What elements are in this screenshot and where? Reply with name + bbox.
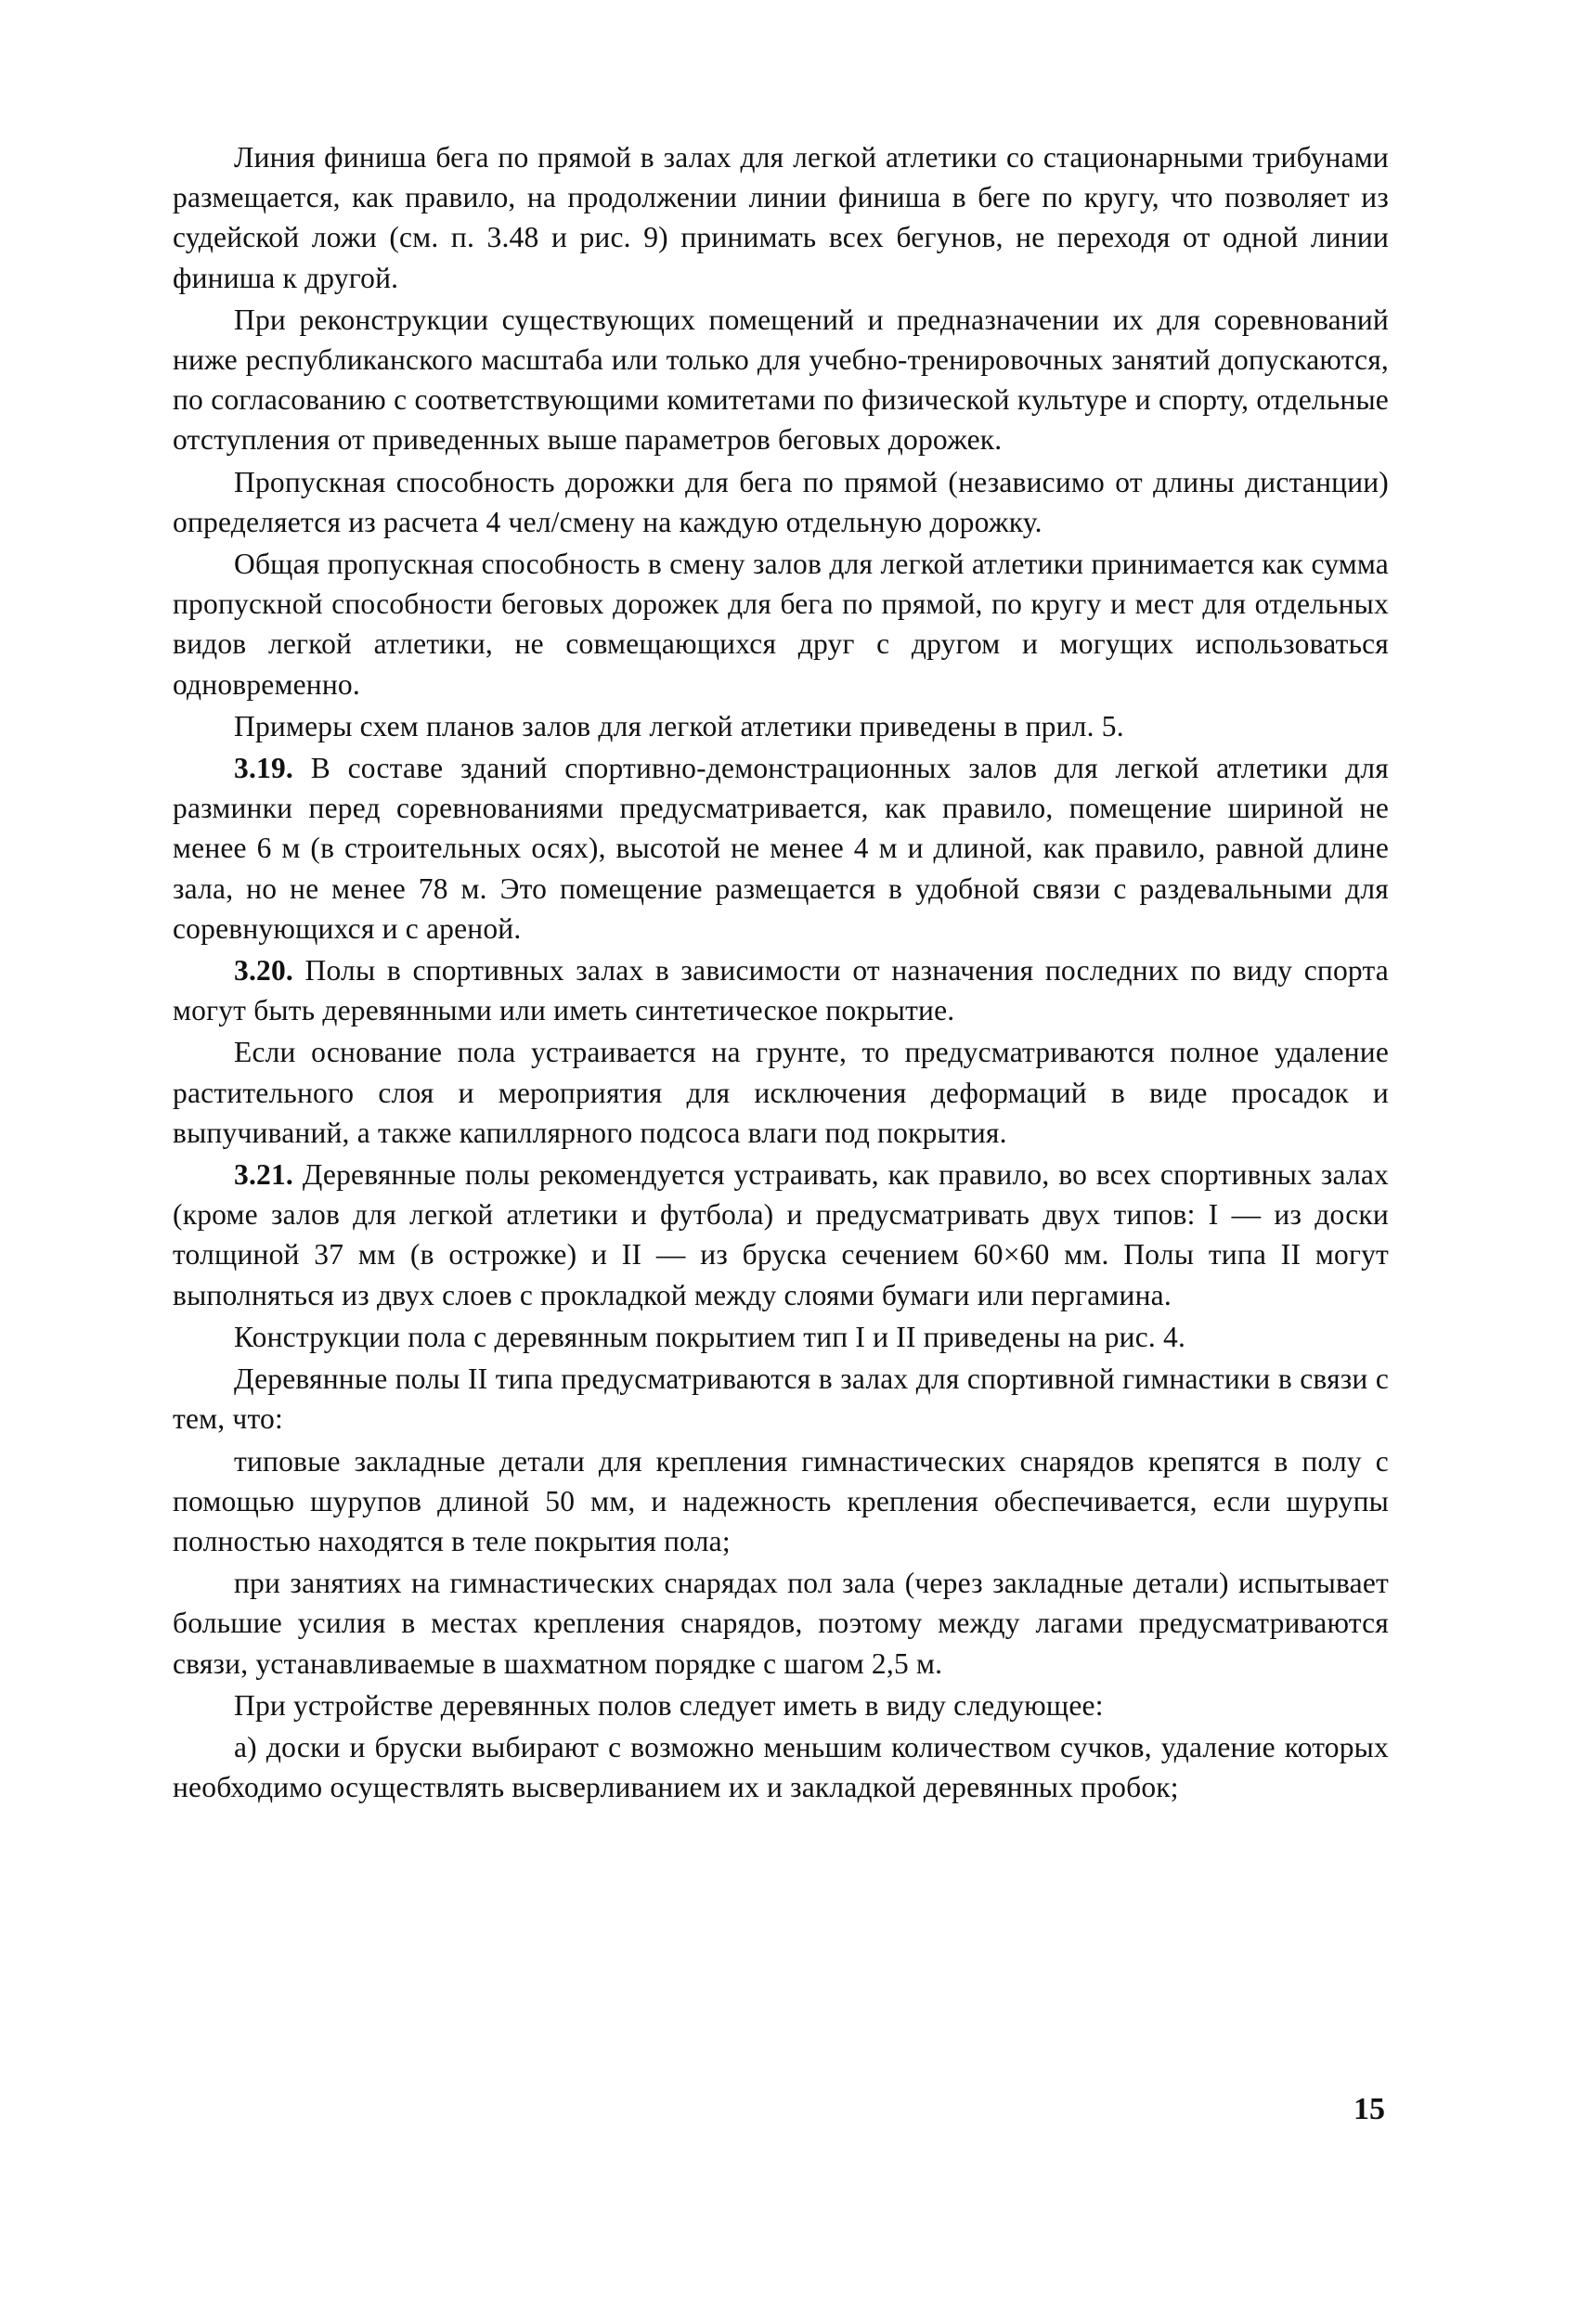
paragraph-number: 3.19. xyxy=(234,752,293,785)
paragraph-floor-construction xyxy=(173,1317,1389,1357)
paragraph-text: В составе зданий спортивно-демонстрационных залов для легкой атлетики для разминки перед соревнованиями предусматривается, как правило, помещение шириной не менее 6 м (в строительных осях), высотой не менее 4 м и длиной, как правило, равной длине зала, но не менее 78 м. Это помещение размещается в удобной связи с раздевальными для соревнующихся и с ареной. xyxy=(173,752,1389,945)
paragraph-text: При устройстве деревянных полов следует иметь в виду следующее: xyxy=(234,1688,1104,1722)
page-number: 15 xyxy=(1353,2092,1385,2126)
paragraph-text: При реконструкции существующих помещений и предназначении их для соревнований ниже республиканского масштаба или только для учебно-тренировочных занятий допускаются, по согласованию с соответствующими комитетами по физической культуре и спорту, отдельные отступления от приведенных выше параметров беговых дорожек. xyxy=(173,303,1389,457)
paragraph-text: Деревянные полы II типа предусматриваются в залах для спортивной гимнастики в связи с тем, что: xyxy=(173,1362,1389,1436)
paragraph-track-capacity xyxy=(173,462,1389,542)
paragraph-floor-base xyxy=(173,1032,1389,1153)
paragraph-text: Деревянные полы рекомендуется устраивать, как правило, во всех спортивных залах (кроме залов для легкой атлетики и футбола) и предусматривать двух типов: I — из доски толщиной 37 мм (в острожке) и II — из бруска сечением 60×60 мм. Полы типа II могут выполняться из двух слоев с прокладкой между слоями бумаги или пергамина. xyxy=(173,1158,1389,1311)
paragraph-type-ii-floors xyxy=(173,1359,1389,1439)
paragraph-item-a xyxy=(173,1727,1389,1807)
paragraph-text: Общая пропускная способность в смену залов для легкой атлетики принимается как сумма пропускной способности беговых дорожек для бега по прямой, по кругу и мест для отдельных видов легкой атлетики, не совмещающихся друг с другом и могущих использоваться одновременно. xyxy=(173,548,1389,701)
text-body xyxy=(173,137,1389,1809)
paragraph-apparatus-loads xyxy=(173,1563,1389,1684)
paragraph-finish-line xyxy=(173,137,1389,298)
paragraph-text: Если основание пола устраивается на грунте, то предусматриваются полное удаление растительного слоя и мероприятия для исключения деформаций в виде просадок и выпучиваний, а также капиллярного подсоса влаги под покрытия. xyxy=(173,1036,1389,1149)
paragraph-total-capacity xyxy=(173,544,1389,704)
paragraph-text: Линия финиша бега по прямой в залах для легкой атлетики со стационарными трибунами размещается, как правило, на продолжении линии финиша в беге по кругу, что позволяет из судейской ложи (см. п. 3.48 и рис. 9) принимать всех бегунов, не переходя от одной линии финиша к другой. xyxy=(173,141,1389,294)
paragraph-embedded-parts xyxy=(173,1441,1389,1562)
paragraph-text: а) доски и бруски выбирают с возможно меньшим количеством сучков, удаление которых необходимо осуществлять высверливанием их и закладкой деревянных пробок; xyxy=(173,1730,1389,1804)
paragraph-plan-examples xyxy=(173,706,1389,746)
paragraph-text: Примеры схем планов залов для легкой атлетики приведены в прил. 5. xyxy=(234,709,1124,742)
paragraph-number: 3.21. xyxy=(234,1158,293,1192)
paragraph-3-20 xyxy=(173,950,1389,1030)
paragraph-reconstruction xyxy=(173,300,1389,460)
paragraph-text: Полы в спортивных залах в зависимости от назначения последних по виду спорта могут быть деревянными или иметь синтетическое покрытие. xyxy=(173,954,1389,1027)
paragraph-text: типовые закладные детали для крепления гимнастических снарядов крепятся в полу с помощью шурупов длиной 50 мм, и надежность крепления обеспечивается, если шурупы полностью находятся в теле покрытия пола; xyxy=(173,1444,1389,1557)
paragraph-text: при занятиях на гимнастических снарядах пол зала (через закладные детали) испытывает большие усилия в местах крепления снарядов, поэтому между лагами предусматриваются связи, устанавливаемые в шахматном порядке с шагом 2,5 м. xyxy=(173,1567,1389,1680)
paragraph-3-21 xyxy=(173,1155,1389,1315)
paragraph-text: Конструкции пола с деревянным покрытием тип I и II приведены на рис. 4. xyxy=(234,1320,1186,1353)
paragraph-wood-floor-notes xyxy=(173,1685,1389,1725)
paragraph-number: 3.20. xyxy=(234,954,293,988)
paragraph-text: Пропускная способность дорожки для бега по прямой (независимо от длины дистанции) определяется из расчета 4 чел/смену на каждую отдельную дорожку. xyxy=(173,465,1389,538)
paragraph-3-19 xyxy=(173,748,1389,949)
